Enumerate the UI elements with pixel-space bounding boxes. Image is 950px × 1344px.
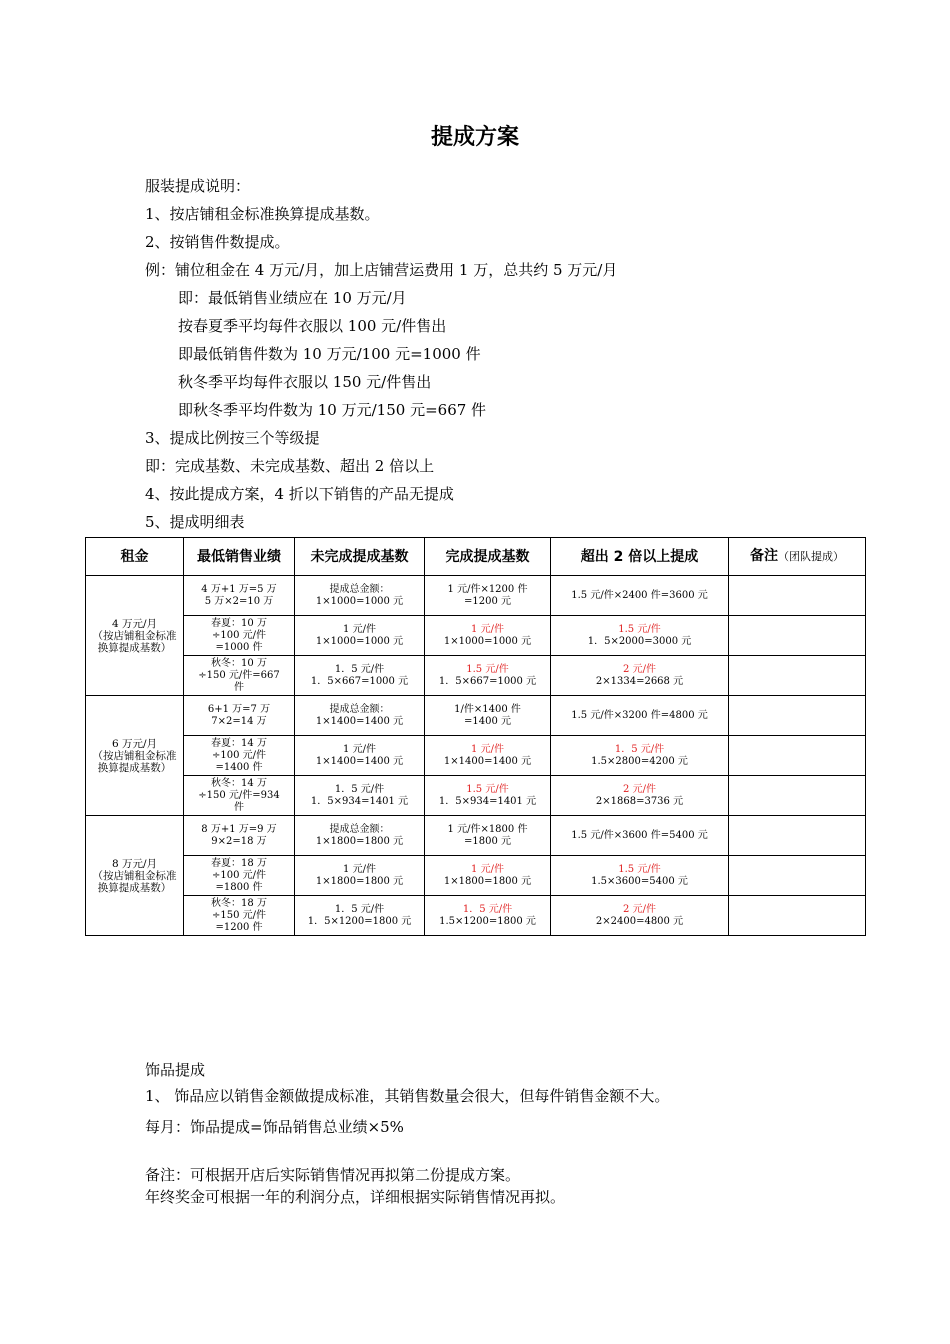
met-value: 1×1400=1400 元: [443, 755, 532, 767]
remark-line-2: 年终奖金可根据一年的利润分点，详细根据实际销售情况再拟。: [145, 1188, 566, 1206]
intro-item-5: 5、提成明细表: [145, 513, 245, 531]
met-cell: [425, 776, 551, 816]
over-2x-cell: [551, 856, 729, 896]
met-value: 1/件×1400 件 =1400 元: [454, 703, 521, 727]
intro-item-2: 2、按销售件数提成。: [145, 233, 290, 251]
accessories-formula: 每月：饰品提成=饰品销售总业绩×5%: [145, 1118, 404, 1136]
over-rate-highlight: 1．5 元/件: [614, 743, 665, 755]
table-row: [86, 736, 866, 776]
min-sales-cell: 秋冬：18 万 ÷150 元/件 =1200 件: [184, 896, 295, 936]
min-sales-cell: 秋冬：14 万 ÷150 元/件=934 件: [184, 776, 295, 816]
met-cell: [425, 616, 551, 656]
table-row: [86, 616, 866, 656]
note-cell: [729, 616, 866, 656]
not-met-cell: 提成总金额： 1×1800=1800 元: [295, 816, 425, 856]
min-sales-cell: 春夏：18 万 ÷100 元/件 =1800 件: [184, 856, 295, 896]
over-2x-cell: [551, 576, 729, 616]
over-value: 1.5 元/件×3600 件=5400 元: [571, 829, 708, 841]
over-value: 1.5×2800=4200 元: [591, 755, 688, 767]
note-cell: [729, 776, 866, 816]
over-2x-cell: [551, 736, 729, 776]
not-met-cell: 提成总金额： 1×1000=1000 元: [295, 576, 425, 616]
example-line-3: 即最低销售件数为 10 万元/100 元=1000 件: [178, 345, 481, 363]
met-value: 1×1800=1800 元: [443, 875, 532, 887]
table-row: [86, 856, 866, 896]
note-cell: [729, 656, 866, 696]
over-2x-cell: [551, 616, 729, 656]
over-rate-highlight: 1.5 元/件: [618, 623, 661, 635]
page-title: 提成方案: [430, 125, 519, 150]
note-cell: [729, 696, 866, 736]
met-rate-highlight: 1 元/件: [471, 623, 504, 635]
table-row: [86, 896, 866, 936]
header-over-2x: 超出 2 倍以上提成: [551, 538, 729, 576]
header-met: 完成提成基数: [425, 538, 551, 576]
not-met-cell: 1 元/件 1×1400=1400 元: [295, 736, 425, 776]
over-rate-highlight: 1.5 元/件: [618, 863, 661, 875]
rent-cell: 4 万元/月 （按店铺租金标准换算提成基数）: [86, 576, 184, 696]
over-rate-highlight: 2 元/件: [623, 783, 656, 795]
min-sales-cell: 春夏：10 万 ÷100 元/件 =1000 件: [184, 616, 295, 656]
header-note-label: 备注: [750, 548, 778, 564]
min-sales-cell: 8 万+1 万=9 万 9×2=18 万: [184, 816, 295, 856]
intro-item-3b: 即：完成基数、未完成基数、超出 2 倍以上: [145, 457, 435, 475]
not-met-cell: 1 元/件 1×1000=1000 元: [295, 616, 425, 656]
header-not-met: 未完成提成基数: [295, 538, 425, 576]
met-rate-highlight: 1 元/件: [471, 863, 504, 875]
table-row: [86, 576, 866, 616]
note-cell: [729, 576, 866, 616]
over-2x-cell: [551, 776, 729, 816]
over-value: 2×1334=2668 元: [595, 675, 684, 687]
header-rent: 租金: [86, 538, 184, 576]
note-cell: [729, 856, 866, 896]
met-rate-highlight: 1.5 元/件: [466, 783, 509, 795]
over-2x-cell: [551, 896, 729, 936]
met-cell: [425, 816, 551, 856]
intro-heading: 服装提成说明：: [145, 177, 251, 195]
over-value: 2×1868=3736 元: [595, 795, 684, 807]
over-2x-cell: [551, 816, 729, 856]
intro-item-1: 1、按店铺租金标准换算提成基数。: [145, 205, 380, 223]
met-value: 1．5×667=1000 元: [438, 675, 537, 687]
met-value: 1 元/件×1800 件 =1800 元: [447, 823, 528, 847]
met-cell: [425, 696, 551, 736]
intro-item-3: 3、提成比例按三个等级提: [145, 429, 320, 447]
over-value: 1.5×3600=5400 元: [591, 875, 688, 887]
not-met-cell: 1．5 元/件 1．5×934=1401 元: [295, 776, 425, 816]
table-header-row: [86, 538, 866, 576]
not-met-cell: 1 元/件 1×1800=1800 元: [295, 856, 425, 896]
example-line-4: 秋冬季平均每件衣服以 150 元/件售出: [178, 373, 432, 391]
example-line-1: 即：最低销售业绩应在 10 万元/月: [178, 289, 407, 307]
remark-line-1: 备注：可根据开店后实际销售情况再拟第二份提成方案。: [145, 1166, 521, 1184]
not-met-cell: 1．5 元/件 1．5×667=1000 元: [295, 656, 425, 696]
header-note-small: （团队提成）: [778, 550, 844, 563]
header-min-sales: 最低销售业绩: [184, 538, 295, 576]
table-row: [86, 776, 866, 816]
min-sales-cell: 4 万+1 万=5 万 5 万×2=10 万: [184, 576, 295, 616]
intro-example: 例：铺位租金在 4 万元/月，加上店铺营运费用 1 万，总共约 5 万元/月: [145, 261, 618, 279]
note-cell: [729, 816, 866, 856]
note-cell: [729, 736, 866, 776]
met-rate-highlight: 1.5 元/件: [466, 663, 509, 675]
rent-cell: 8 万元/月 （按店铺租金标准换算提成基数）: [86, 816, 184, 936]
example-line-5: 即秋冬季平均件数为 10 万元/150 元=667 件: [178, 401, 487, 419]
header-note: [729, 538, 866, 576]
met-rate-highlight: 1．5 元/件: [462, 903, 513, 915]
not-met-cell: 1．5 元/件 1．5×1200=1800 元: [295, 896, 425, 936]
example-line-2: 按春夏季平均每件衣服以 100 元/件售出: [178, 317, 447, 335]
met-cell: [425, 856, 551, 896]
met-cell: [425, 896, 551, 936]
met-cell: [425, 656, 551, 696]
commission-table: [85, 537, 866, 936]
table-row: [86, 696, 866, 736]
note-cell: [729, 896, 866, 936]
intro-item-4: 4、按此提成方案，4 折以下销售的产品无提成: [145, 485, 454, 503]
over-value: 2×2400=4800 元: [595, 915, 684, 927]
over-2x-cell: [551, 656, 729, 696]
over-value: 1.5 元/件×2400 件=3600 元: [571, 589, 708, 601]
met-rate-highlight: 1 元/件: [471, 743, 504, 755]
met-value: 1 元/件×1200 件 =1200 元: [447, 583, 528, 607]
met-value: 1.5×1200=1800 元: [439, 915, 536, 927]
min-sales-cell: 6+1 万=7 万 7×2=14 万: [184, 696, 295, 736]
not-met-cell: 提成总金额： 1×1400=1400 元: [295, 696, 425, 736]
met-value: 1．5×934=1401 元: [438, 795, 537, 807]
over-rate-highlight: 2 元/件: [623, 663, 656, 675]
table-row: [86, 816, 866, 856]
intro-section: [145, 172, 865, 536]
met-cell: [425, 576, 551, 616]
over-value: 1．5×2000=3000 元: [587, 635, 692, 647]
over-rate-highlight: 2 元/件: [623, 903, 656, 915]
rent-cell: 6 万元/月 （按店铺租金标准换算提成基数）: [86, 696, 184, 816]
met-value: 1×1000=1000 元: [443, 635, 532, 647]
table-row: [86, 656, 866, 696]
accessories-item-1: 1、 饰品应以销售金额做提成标准，其销售数量会很大，但每件销售金额不大。: [145, 1087, 670, 1105]
over-value: 1.5 元/件×3200 件=4800 元: [571, 709, 708, 721]
over-2x-cell: [551, 696, 729, 736]
met-cell: [425, 736, 551, 776]
min-sales-cell: 春夏：14 万 ÷100 元/件 =1400 件: [184, 736, 295, 776]
accessories-heading: 饰品提成: [145, 1061, 206, 1079]
min-sales-cell: 秋冬：10 万 ÷150 元/件=667 件: [184, 656, 295, 696]
